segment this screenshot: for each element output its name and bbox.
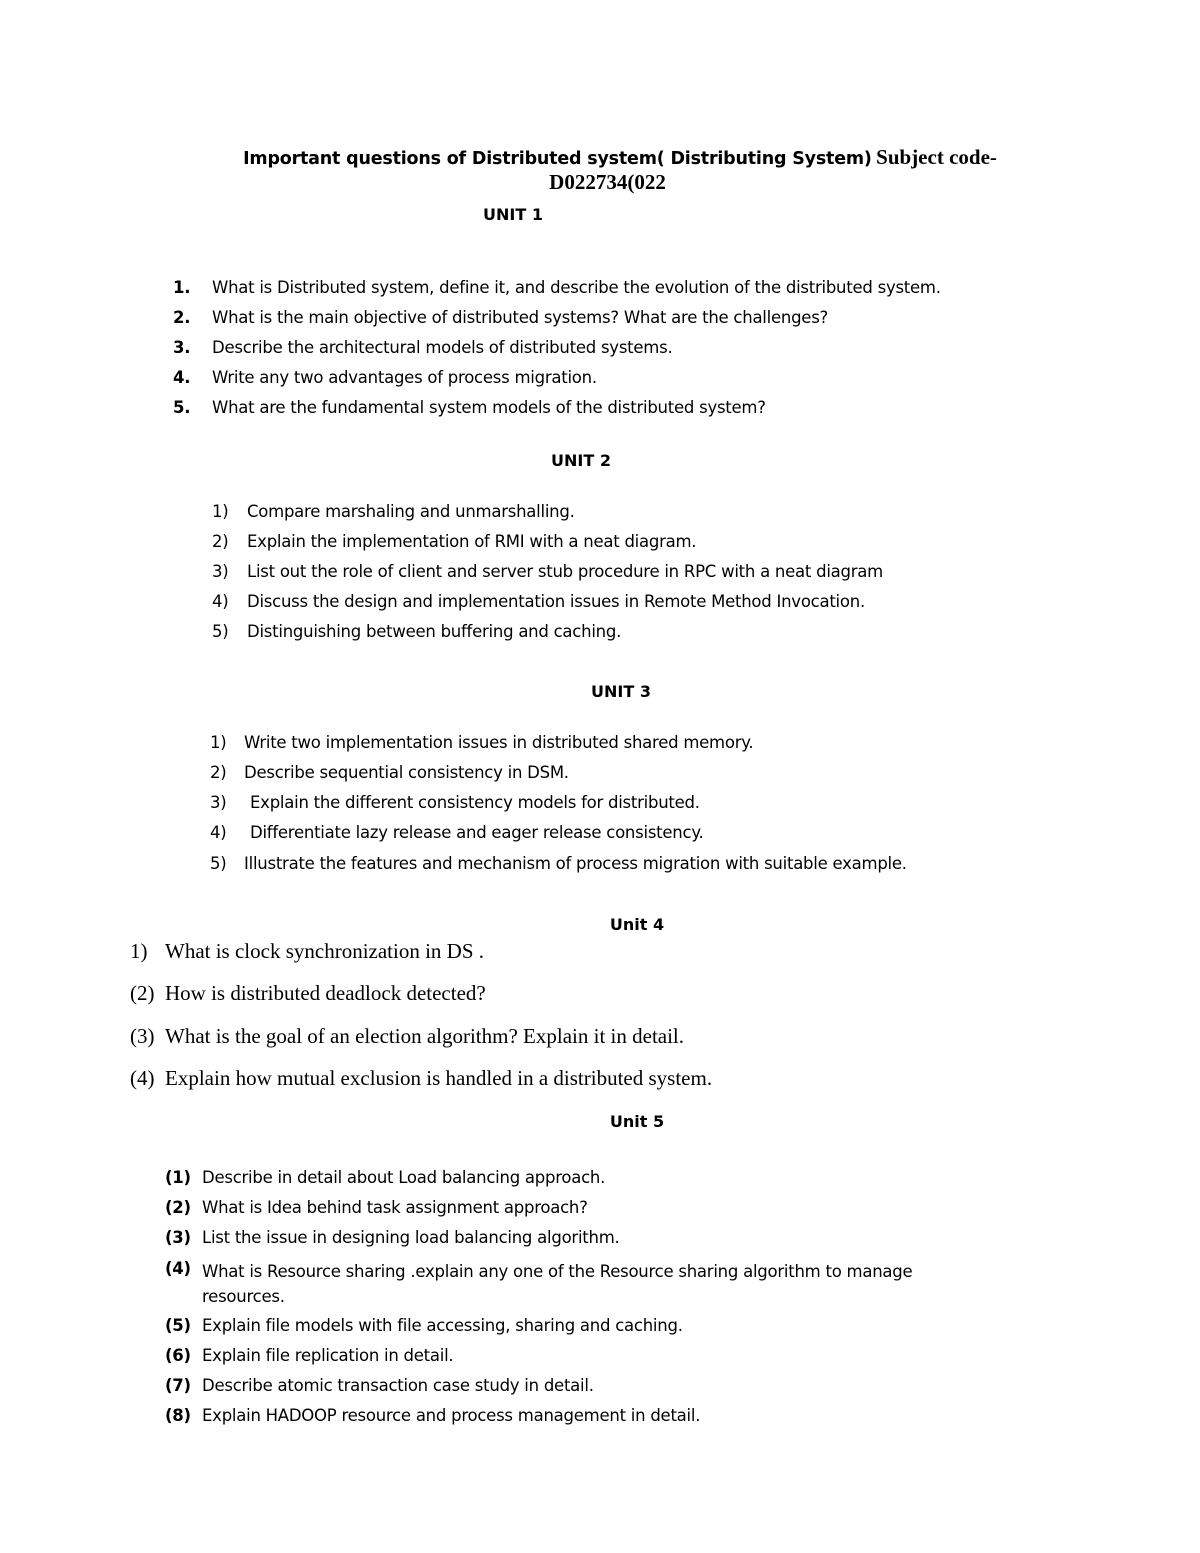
document-title <box>0 145 1200 170</box>
unit-1-heading: UNIT 1 <box>483 205 543 224</box>
unit-4-heading: Unit 4 <box>609 915 665 934</box>
title-subject-code-label: Subject code- <box>876 145 997 169</box>
subject-code: D022734(022 <box>549 170 666 194</box>
title-main: Important questions of Distributed system( Distributing System) <box>243 149 872 169</box>
unit-2-heading: UNIT 2 <box>551 451 611 470</box>
unit-3-heading: UNIT 3 <box>591 682 651 701</box>
document-page: Important questions of Distributed system( Distributing System) Subject code- D022734(022 UNIT 1 1. What is Distributed system, define it, and describe the evolution of the distributed system. 2. What is the main objective of distributed systems? What are the challenges? 3. Describe the architectural models of distributed systems. 4. Write any two advantages of process migration. 5. What are the fundamental system models of the distributed system? UNIT 2 1) Compare marshaling and unmarshalling. 2) Explain the implementation of RMI with a neat diagram. 3) List out the role of client and server stub procedure in RPC with a neat diagram 4) Discuss the design and implementation issues in Remote Method Invocation. 5) Distinguishing between buffering and caching. UNIT 3 1) Write two implementation issues in distributed shared memory. 2) Describe sequential consistency in DSM. 3) Explain the different consistency models for distributed. 4) Differentiate lazy release and eager release consistency. 5) Illustrate the features and mechanism of process migration with suitable example. Unit 4 1) What is clock synchronization in DS . (2) How is distributed deadlock detected? (3) What is the goal of an election algorithm? Explain it in detail. (4) Explain how mutual exclusion is handled in a distributed system. Unit 5 (1) Describe in detail about Load balancing approach. (2) What is Idea behind task assignment approach? (3) List the issue in designing load balancing algorithm. (4) What is Resource sharing .explain any one of the Resource sharing algorithm to manage resources. (5) Explain file models with file accessing, sharing and caching. (6) Explain file replication in detail. (7) Describe atomic transaction case study in detail. (8) Explain HADOOP resource and process management in detail. <box>0 0 1200 1553</box>
unit-5-heading: Unit 5 <box>609 1112 665 1131</box>
